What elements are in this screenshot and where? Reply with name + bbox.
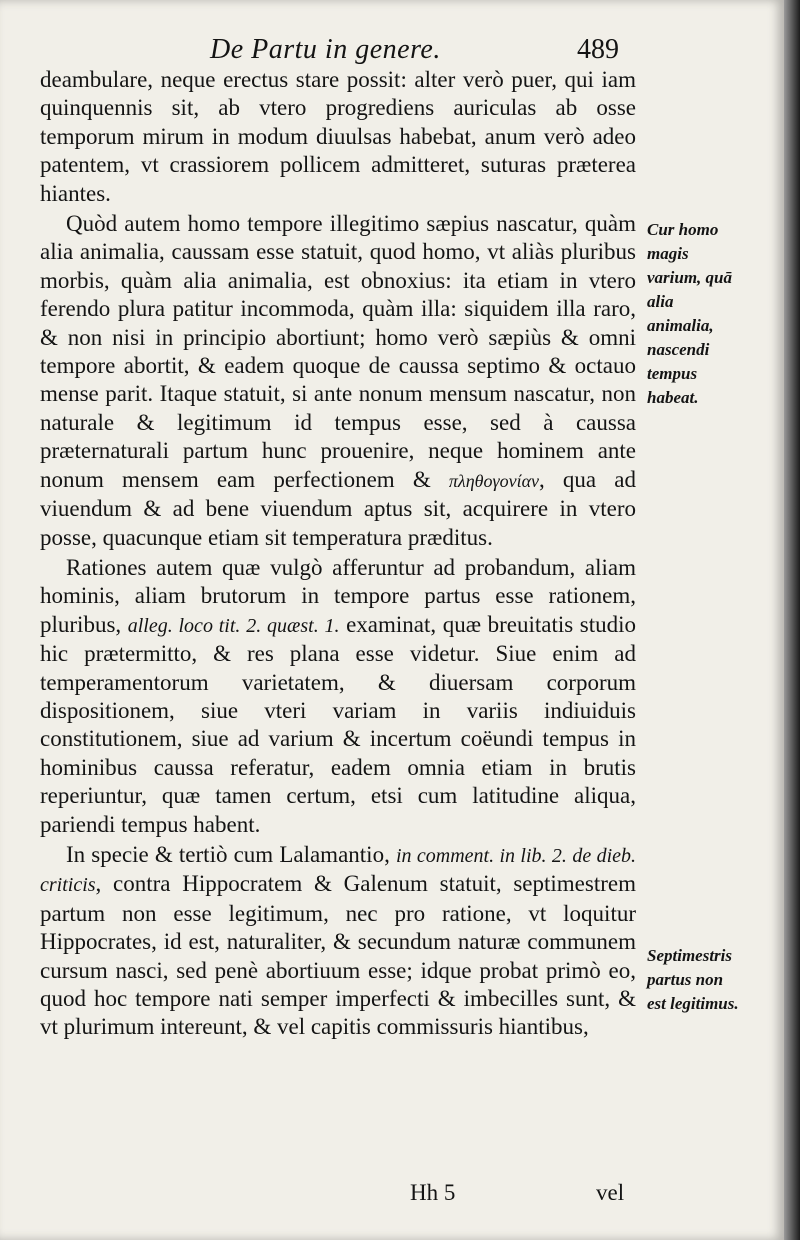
- paragraph-3-text-a: Rationes autem quæ vulgò afferuntur ad probandum, aliam hominis, aliam brutorum in tempore partus esse rationem, pluribus,: [40, 554, 636, 637]
- paragraph-3-text-b: examinat, quæ breuitatis studio hic prætermitto, & res plana esse videtur. Siue enim ad temperamentorum varietatem, & diuersam corporum dispositionem, siue vteri variam in variis indiuiduis constitutionem, siue ad varium & incertum coëundi tempus in hominibus caussa referatur, eadem omnia etiam in brutis reperiuntur, quæ tamen certum, etsi cum latitudine aliqua, pariendi tempus habent.: [40, 611, 636, 837]
- page-number: 489: [577, 34, 619, 65]
- greek-word: πληθογονίαν: [448, 470, 540, 491]
- main-text: [40, 66, 636, 1042]
- paragraph-2-text-a: Quòd autem homo tempore illegitimo sæpius nascatur, quàm alia animalia, caussam esse statuit, quod homo, vt aliàs pluribus morbis, quàm alia animalia, est obnoxius: ita etiam in vtero ferendo plura patitur incommoda, quàm illa: siquidem illa raro, & non nisi in principio abortiunt; homo verò sæpiùs & omni tempore abortit, & eadem quoque de caussa septimo & octauo mense parit. Itaque statuit, si ante nonum mensum nascatur, non naturale & legitimum id tempus esse, sed à caussa præternaturali partum hunc prouenire, neque hominem ante nonum mensem eam perfectionem &: [40, 211, 636, 492]
- page-edge: [784, 0, 800, 1240]
- margin-note-2: Septimestris partus non est legitimus.: [647, 946, 739, 1013]
- paragraph-1: deambulare, neque erectus stare possit: alter verò puer, qui iam quinquennis sit, ab vtero progrediens auriculas ab osse temporum mirum in modum diuulsas habebat, anum verò adeo patentem, vt crassiorem pollicem admitteret, suturas præterea hiantes.: [40, 67, 636, 206]
- paragraph-2-text-b: , qua ad viuendum & ad bene viuendum aptus sit, acquirere in vtero posse, quacunque etiam sit temperatura præditus.: [40, 466, 637, 550]
- paragraph-4: [40, 841, 636, 1042]
- paragraph-3: [40, 554, 636, 839]
- margin-note-1: Cur homo magis varium, quā alia animalia, nascendi tempus habeat.: [647, 220, 733, 407]
- running-title: De Partu in genere.: [210, 34, 441, 65]
- paragraph-4-text-a: In specie & tertiò cum Lalamantio,: [66, 841, 390, 867]
- citation-reference: in comment. in lib. 2. de dieb. criticis: [40, 844, 637, 897]
- citation-reference: alleg. loco tit. 2. quæst. 1.: [127, 614, 340, 637]
- paragraph-4-text-b: , contra Hippocratem & Galenum statuit, septimestrem partum non esse legitimum, nec pro ratione, vt loquitur Hippocrates, id est, naturaliter, & secundum naturæ communem cursum nasci, sed penè abortiuum esse; idque probat primò eo, quod hoc tempore nati semper imperfecti & imbecilles sunt, & vt plurimum intereunt, & vel capitis commissuris hiantibus,: [40, 871, 636, 1040]
- paragraph-2: [40, 210, 636, 552]
- catchword: vel: [596, 1180, 625, 1205]
- signature-mark: Hh 5: [410, 1180, 456, 1205]
